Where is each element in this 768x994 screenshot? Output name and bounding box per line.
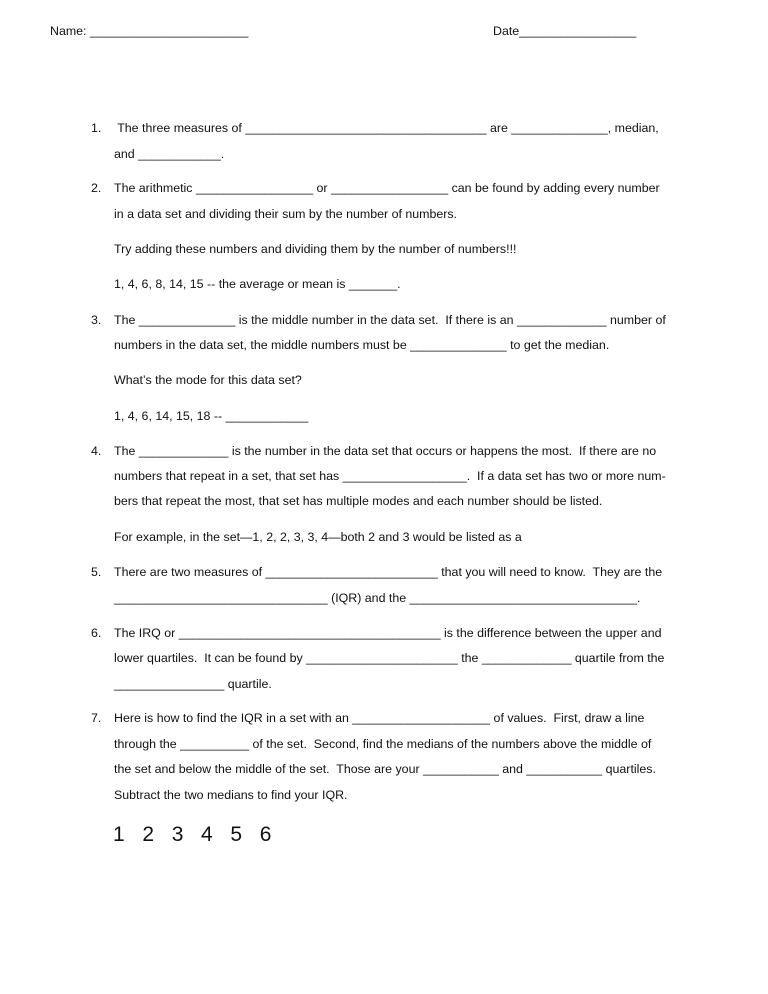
name-field-line: Name: _______________________ <box>50 24 249 38</box>
question-text-line: Subtract the two medians to find your IQR. <box>114 788 348 802</box>
question-text-line: There are two measures of _________________________ that you will need to know. They are the <box>114 565 663 579</box>
question-number: 7. <box>91 711 102 725</box>
question-text-line: through the __________ of the set. Second, find the medians of the numbers above the middle of <box>114 737 652 751</box>
question-text-line: The arithmetic _________________ or _________________ can be found by adding every number <box>114 181 660 195</box>
question-number: 3. <box>91 313 102 327</box>
question-number: 6. <box>91 626 102 640</box>
instruction-text: For example, in the set—1, 2, 2, 3, 3, 4—both 2 and 3 would be listed as a <box>114 530 522 544</box>
instruction-text: What’s the mode for this data set? <box>114 373 302 387</box>
question-number: 2. <box>91 181 102 195</box>
question-number: 5. <box>91 565 102 579</box>
question-text-line: lower quartiles. It can be found by ______________________ the _____________ quartile from the <box>114 651 665 665</box>
instruction-text: Try adding these numbers and dividing them by the number of numbers!!! <box>114 242 517 256</box>
date-field-line: Date_________________ <box>493 24 637 38</box>
question-text-line: numbers that repeat in a set, that set has __________________. If a data set has two or more num- <box>114 469 666 483</box>
question-text-line: The ______________ is the middle number in the data set. If there is an _____________ number of <box>114 313 666 327</box>
question-text-line: ________________ quartile. <box>114 677 272 691</box>
question-text-line: the set and below the middle of the set. Those are your ___________ and ___________ quartiles. <box>114 762 656 776</box>
question-text-line: The _____________ is the number in the data set that occurs or happens the most. If there are no <box>114 444 657 458</box>
number-set: 1 2 3 4 5 6 <box>113 823 274 846</box>
question-text-line: bers that repeat the most, that set has multiple modes and each number should be listed. <box>114 494 603 508</box>
question-text-line: in a data set and dividing their sum by the number of numbers. <box>114 207 457 221</box>
question-number: 4. <box>91 444 102 458</box>
example-data-set: 1, 4, 6, 8, 14, 15 -- the average or mean is _______. <box>114 277 401 291</box>
question-text-line: numbers in the data set, the middle numbers must be ______________ to get the median. <box>114 338 610 352</box>
question-text-line: _______________________________ (IQR) and the _________________________________. <box>114 591 641 605</box>
example-data-set: 1, 4, 6, 14, 15, 18 -- ____________ <box>114 409 309 423</box>
question-text-line: and ____________. <box>114 147 225 161</box>
question-text-line: Here is how to find the IQR in a set with an ____________________ of values. First, draw a line <box>114 711 645 725</box>
question-text-line: The IRQ or ______________________________________ is the difference between the upper and <box>114 626 662 640</box>
question-text-line: The three measures of ___________________________________ are ______________, median, <box>114 121 659 135</box>
question-number: 1. <box>91 121 102 135</box>
